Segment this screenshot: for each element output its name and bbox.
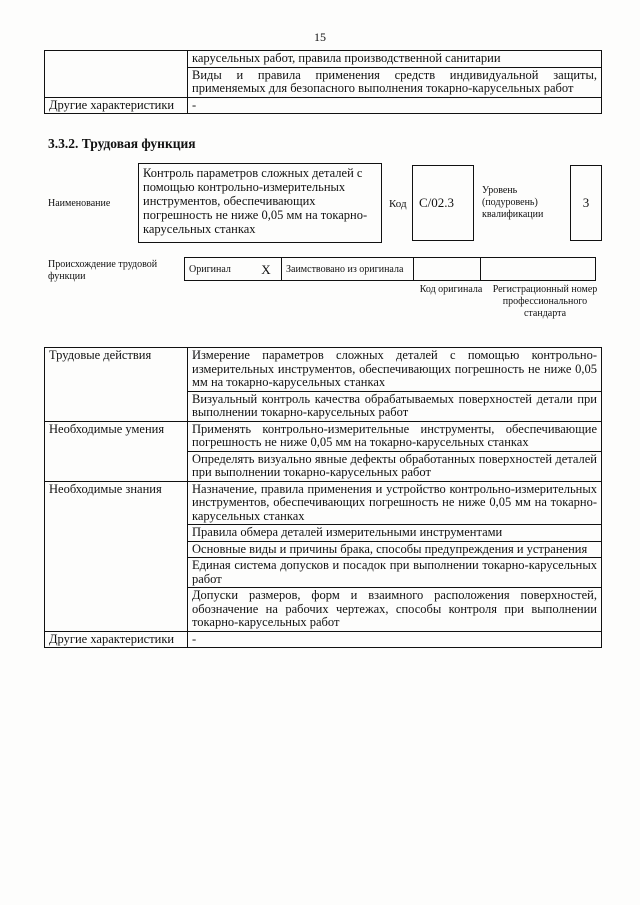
group-label: Трудовые действия (45, 348, 188, 422)
level-label: Уровень (подуровень) квалификации (482, 185, 544, 220)
table-row (45, 481, 602, 525)
main-table (44, 347, 602, 648)
group-item: Правила обмера деталей измерительными инструментами (188, 525, 602, 542)
group-item: Измерение параметров сложных деталей с помощью контрольно-измерительных инструментов, обеспечивающих погрешность не ниже 0,05 мм на токарно-карусельных станках (188, 348, 602, 392)
row-value: карусельных работ, правила производственной санитарии (188, 51, 602, 68)
group-item: Допуски размеров, форм и взаимного расположения поверхностей, обозначение на рабочих чертежах, способы контроля при выполнении токарно-карусельных работ (188, 588, 602, 632)
origin-table (184, 257, 596, 281)
origin-label: Происхождение трудовой функции (48, 259, 158, 282)
qualification-level-box: 3 (570, 165, 602, 241)
table-row (45, 348, 602, 392)
table-row (45, 421, 602, 451)
group-item: Применять контрольно-измерительные инструменты, обеспечивающие погрешность не ниже 0,05 мм на токарно-карусельных станках (188, 421, 602, 451)
row-label: Другие характеристики (45, 97, 188, 114)
borrowed-label: Заимствовано из оригинала (282, 258, 414, 281)
registration-caption: Регистрационный номер профессионального стандарта (492, 284, 598, 319)
group-item: - (188, 631, 602, 648)
group-label: Необходимые умения (45, 421, 188, 481)
code-original-caption: Код оригинала (419, 284, 483, 295)
code-label: Код (389, 198, 407, 210)
group-item: Единая система допусков и посадок при выполнении токарно-карусельных работ (188, 558, 602, 588)
row-value: - (188, 97, 602, 114)
row-value: Виды и правила применения средств индивидуальной защиты, применяемых для безопасного выполнения токарно-карусельных работ (188, 67, 602, 97)
table-row (185, 258, 596, 281)
table-row (45, 51, 602, 68)
row-label (45, 51, 188, 98)
original-code-cell (414, 258, 481, 281)
name-label: Наименование (48, 198, 111, 209)
group-label: Другие характеристики (45, 631, 188, 648)
table-row (45, 97, 602, 114)
table-row (45, 631, 602, 648)
section-title: 3.3.2. Трудовая функция (48, 136, 196, 151)
original-mark: X (251, 258, 282, 281)
page-number: 15 (314, 30, 326, 44)
group-label: Необходимые знания (45, 481, 188, 631)
group-item: Определять визуально явные дефекты обработанных поверхностей деталей при выполнении токарно-карусельных работ (188, 451, 602, 481)
group-item: Визуальный контроль качества обрабатываемых поверхностей детали при выполнении токарно-карусельных работ (188, 391, 602, 421)
top-continuation-table (44, 50, 602, 114)
function-code-box: C/02.3 (412, 165, 474, 241)
registration-number-cell (481, 258, 596, 281)
function-name-box: Контроль параметров сложных деталей с помощью контрольно-измерительных инструментов, обеспечивающих погрешность не ниже 0,05 мм на токарно-карусельных станках (138, 163, 382, 243)
group-item: Основные виды и причины брака, способы предупреждения и устранения (188, 541, 602, 558)
group-item: Назначение, правила применения и устройство контрольно-измерительных инструментов, обеспечивающих погрешность не ниже 0,05 мм на токарно-карусельных станках (188, 481, 602, 525)
original-label: Оригинал (185, 258, 252, 281)
